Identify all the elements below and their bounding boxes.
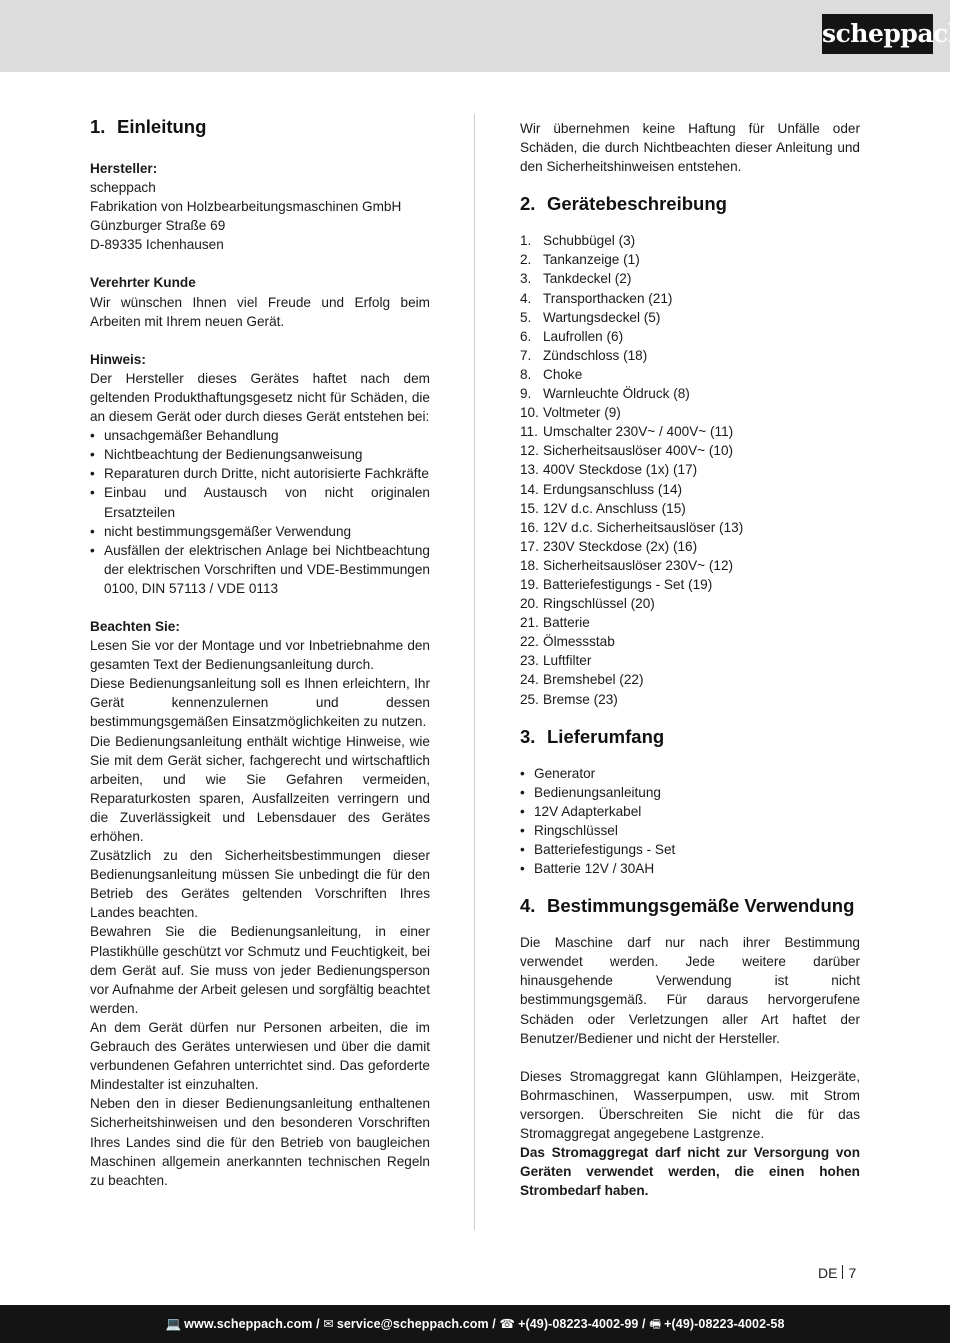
part-item: [520, 441, 860, 460]
address-line: Günzburger Straße 69: [90, 218, 226, 234]
part-item: [520, 556, 860, 575]
part-number: 22.: [520, 634, 539, 650]
part-item: [520, 460, 860, 479]
part-label: Transporthacken (21): [543, 290, 673, 306]
computer-icon: 💻: [165, 1317, 182, 1331]
right-column: [520, 119, 860, 1200]
capability-text: Dieses Stromaggregat kann Glühlampen, Heizgeräte, Bohrmaschinen, Wasserpumpen, usw. mit Strom versorgen. Überschreiten Sie nicht die für das Stromaggregat angegebene Lastgrenze.: [520, 1068, 860, 1142]
part-label: Sicherheitsauslöser 230V~ (12): [543, 557, 734, 573]
observe-paragraph: An dem Gerät dürfen nur Personen arbeiten, die im Gebrauch des Gerätes unterwiesen und über die damit verbundenen Gefahren unterrichtet sind. Das geforderte Mindestalter ist einzuhalten.: [90, 1019, 430, 1093]
part-number: 6.: [520, 328, 532, 344]
part-number: 21.: [520, 615, 539, 631]
part-label: Laufrollen (6): [543, 328, 624, 344]
part-label: Voltmeter (9): [543, 405, 621, 421]
fax-icon: 🖷: [649, 1317, 662, 1331]
part-label: Schubbügel (3): [543, 233, 636, 249]
scope-item: • Batterie 12V / 30AH: [520, 859, 860, 878]
part-number: 18.: [520, 557, 539, 573]
customer-label: Verehrter Kunde: [90, 275, 196, 291]
list-item: • nicht bestimmungsgemäßer Verwendung: [90, 522, 430, 541]
part-label: 12V d.c. Sicherheitsauslöser (13): [543, 519, 744, 535]
part-item: [520, 575, 860, 594]
page-number: DE 7: [818, 1265, 857, 1281]
part-number: 3.: [520, 271, 532, 287]
part-number: 9.: [520, 386, 532, 402]
observe-paragraph: Die Bedienungsanleitung enthält wichtige Hinweise, wie Sie mit dem Gerät sicher, fachgerecht und wirtschaftlich arbeiten, und wie Sie Gefahren vermeiden, Reparaturkosten sparen, Ausfallzeiten verringern und die Zuverlässigkeit und Lebensdauer des Gerätes erhöhen.: [90, 733, 430, 844]
footer-email[interactable]: service@scheppach.com: [336, 1317, 489, 1331]
part-label: Ölmessstab: [543, 634, 615, 650]
part-item: [520, 231, 860, 250]
scope-list: [520, 764, 860, 879]
part-number: 1.: [520, 233, 532, 249]
scope-item: • Bedienungsanleitung: [520, 783, 860, 802]
part-number: 8.: [520, 366, 532, 382]
part-number: 13.: [520, 462, 539, 478]
part-item: [520, 327, 860, 346]
parts-list: [520, 231, 860, 708]
footer-fax: +(49)-08223-4002-58: [664, 1317, 785, 1331]
footer-bar: 💻 www.scheppach.com / ✉ service@scheppach.com / ☎ +(49)-08223-4002-99 / 🖷 +(49)-08223-4002-58: [0, 1305, 950, 1343]
observe-text: [90, 636, 430, 1190]
list-item: • unsachgemäßer Behandlung: [90, 426, 430, 445]
part-label: Umschalter 230V~ / 400V~ (11): [543, 424, 734, 440]
part-number: 11.: [520, 424, 538, 440]
column-divider: [474, 114, 475, 1230]
part-item: [520, 384, 860, 403]
part-number: 2.: [520, 252, 532, 268]
scope-item: • Batteriefestigungs - Set: [520, 840, 860, 859]
part-number: 15.: [520, 500, 539, 516]
part-number: 24.: [520, 672, 539, 688]
part-item: [520, 346, 860, 365]
part-label: Luftfilter: [543, 653, 592, 669]
part-label: Bremshebel (22): [543, 672, 644, 688]
list-item: • Ausfällen der elektrischen Anlage bei Nichtbeachtung der elektrischen Vorschriften und VDE-Bestimmungen 0100, DIN 57113 / VDE 0113: [90, 541, 430, 598]
list-item: • Einbau und Austausch von nicht originalen Ersatzteilen: [90, 483, 430, 521]
note-label: Hinweis:: [90, 351, 146, 367]
part-label: Batterie: [543, 615, 590, 631]
part-number: 10.: [520, 405, 539, 421]
part-number: 20.: [520, 596, 539, 612]
left-column: [90, 115, 430, 1190]
part-label: Tankdeckel (2): [543, 271, 632, 287]
part-item: [520, 518, 860, 537]
part-number: 17.: [520, 538, 539, 554]
part-item: [520, 289, 860, 308]
section-heading-scope: 3. Lieferumfang: [520, 725, 665, 747]
part-label: Tankanzeige (1): [543, 252, 640, 268]
observe-paragraph: Lesen Sie vor der Montage und vor Inbetriebnahme den gesamten Text der Bedienungsanleitung durch.: [90, 638, 430, 673]
scope-item: • Ringschlüssel: [520, 821, 860, 840]
address-line: scheppach: [90, 180, 156, 196]
part-item: [520, 594, 860, 613]
footer-website[interactable]: www.scheppach.com: [184, 1317, 313, 1331]
manufacturer-label: Hersteller:: [90, 161, 158, 176]
address-line: D-89335 Ichenhausen: [90, 237, 224, 253]
part-item: [520, 690, 860, 709]
observe-paragraph: Neben den in dieser Bedienungsanleitung enthaltenen Sicherheitshinweisen und den besonderen Vorschriften Ihres Landes sind die für den Betrieb von baugleichen Maschinen allgemein anerkannten technischen Regeln zu beachten.: [90, 1096, 430, 1188]
part-number: 25.: [520, 691, 539, 707]
part-label: Bremse (23): [543, 691, 618, 707]
section-heading-description: 2. Gerätebeschreibung: [520, 193, 727, 215]
part-label: Sicherheitsauslöser 400V~ (10): [543, 443, 734, 459]
section-heading-intended-use: 4. Bestimmungsgemäße Verwendung: [520, 895, 855, 917]
part-item: [520, 537, 860, 556]
part-item: [520, 499, 860, 518]
customer-text: Wir wünschen Ihnen viel Freude und Erfolg beim Arbeiten mit Ihrem neuen Gerät.: [90, 294, 430, 329]
scope-item: • 12V Adapterkabel: [520, 802, 860, 821]
part-label: Zündschloss (18): [543, 347, 648, 363]
part-item: [520, 632, 860, 651]
part-item: [520, 480, 860, 499]
part-number: 16.: [520, 519, 539, 535]
footer-phone: +(49)-08223-4002-99: [518, 1317, 639, 1331]
part-label: Erdungsanschluss (14): [543, 481, 683, 497]
part-item: [520, 613, 860, 632]
part-number: 7.: [520, 347, 532, 363]
part-label: Warnleuchte Öldruck (8): [543, 386, 690, 402]
part-item: [520, 250, 860, 269]
part-number: 4.: [520, 290, 532, 306]
warning-text: Das Stromaggregat darf nicht zur Versorgung von Geräten verwendet werden, die einen hohen Strombedarf haben.: [520, 1145, 860, 1199]
address-line: Fabrikation von Holzbearbeitungsmaschinen GmbH: [90, 199, 402, 215]
header-bar: [0, 0, 950, 72]
observe-paragraph: Zusätzlich zu den Sicherheitsbestimmungen dieser Bedienungsanleitung müssen Sie unbedingt die für den Betrieb des Gerätes geltenden Vorschriften Ihres Landes beachten.: [90, 848, 430, 921]
part-number: 14.: [520, 481, 539, 497]
part-label: Batteriefestigungs - Set (19): [543, 576, 713, 592]
phone-icon: ☎: [499, 1317, 516, 1331]
list-item: • Nichtbeachtung der Bedienungsanweisung: [90, 445, 430, 464]
note-list: [90, 426, 430, 598]
part-label: 230V Steckdose (2x) (16): [543, 538, 698, 554]
part-item: [520, 403, 860, 422]
part-number: 12.: [520, 443, 539, 459]
liability-text: Wir übernehmen keine Haftung für Unfälle oder Schäden, die durch Nichtbeachten dieser Anleitung und den Sicherheitshinweisen entstehen.: [520, 121, 860, 175]
part-number: 23.: [520, 653, 539, 669]
scheppach-logo: scheppach: [822, 14, 933, 54]
part-item: [520, 651, 860, 670]
scope-item: • Generator: [520, 764, 860, 783]
part-item: [520, 670, 860, 689]
part-label: 12V d.c. Anschluss (15): [543, 500, 686, 516]
part-number: 19.: [520, 576, 539, 592]
list-item: • Reparaturen durch Dritte, nicht autorisierte Fachkräfte: [90, 464, 430, 483]
manufacturer-address: [90, 178, 430, 254]
part-item: [520, 269, 860, 288]
part-label: Ringschlüssel (20): [543, 596, 655, 612]
observe-paragraph: Bewahren Sie die Bedienungsanleitung, in einer Plastikhülle geschützt vor Schmutz und Feuchtigkeit, bei dem Gerät auf. Sie muss von jeder Bedienungsperson vor Aufnahme der Arbeit gelesen und sorgfältig beachtet werden.: [90, 924, 430, 1016]
part-label: Choke: [543, 366, 583, 382]
observe-label: Beachten Sie:: [90, 618, 180, 634]
part-item: [520, 422, 860, 441]
email-icon: ✉: [323, 1317, 334, 1331]
note-text: Der Hersteller dieses Gerätes haftet nach dem geltenden Produkthaftungsgesetz nicht für Schäden, die an diesem Gerät oder durch dieses Gerät entstehen bei:: [90, 370, 430, 425]
part-label: Wartungsdeckel (5): [543, 309, 661, 325]
part-item: [520, 308, 860, 327]
part-number: 5.: [520, 309, 532, 325]
observe-paragraph: Diese Bedienungsanleitung soll es Ihnen erleichtern, Ihr Gerät kennenzulernen und dessen bestimmungsgemäßen Einsatzmöglichkeiten zu nutzen.: [90, 676, 430, 730]
intended-use-text: Die Maschine darf nur nach ihrer Bestimmung verwendet werden. Jede weitere darüber hinausgehende Verwendung ist nicht bestimmungsgemäß. Für daraus hervorgerufene Schäden oder Verletzungen aller Art haftet der Benutzer/Bediener und nicht der Hersteller.: [520, 935, 860, 1046]
part-item: [520, 365, 860, 384]
section-heading-introduction: 1. Einleitung: [90, 116, 207, 137]
part-label: 400V Steckdose (1x) (17): [543, 462, 698, 478]
